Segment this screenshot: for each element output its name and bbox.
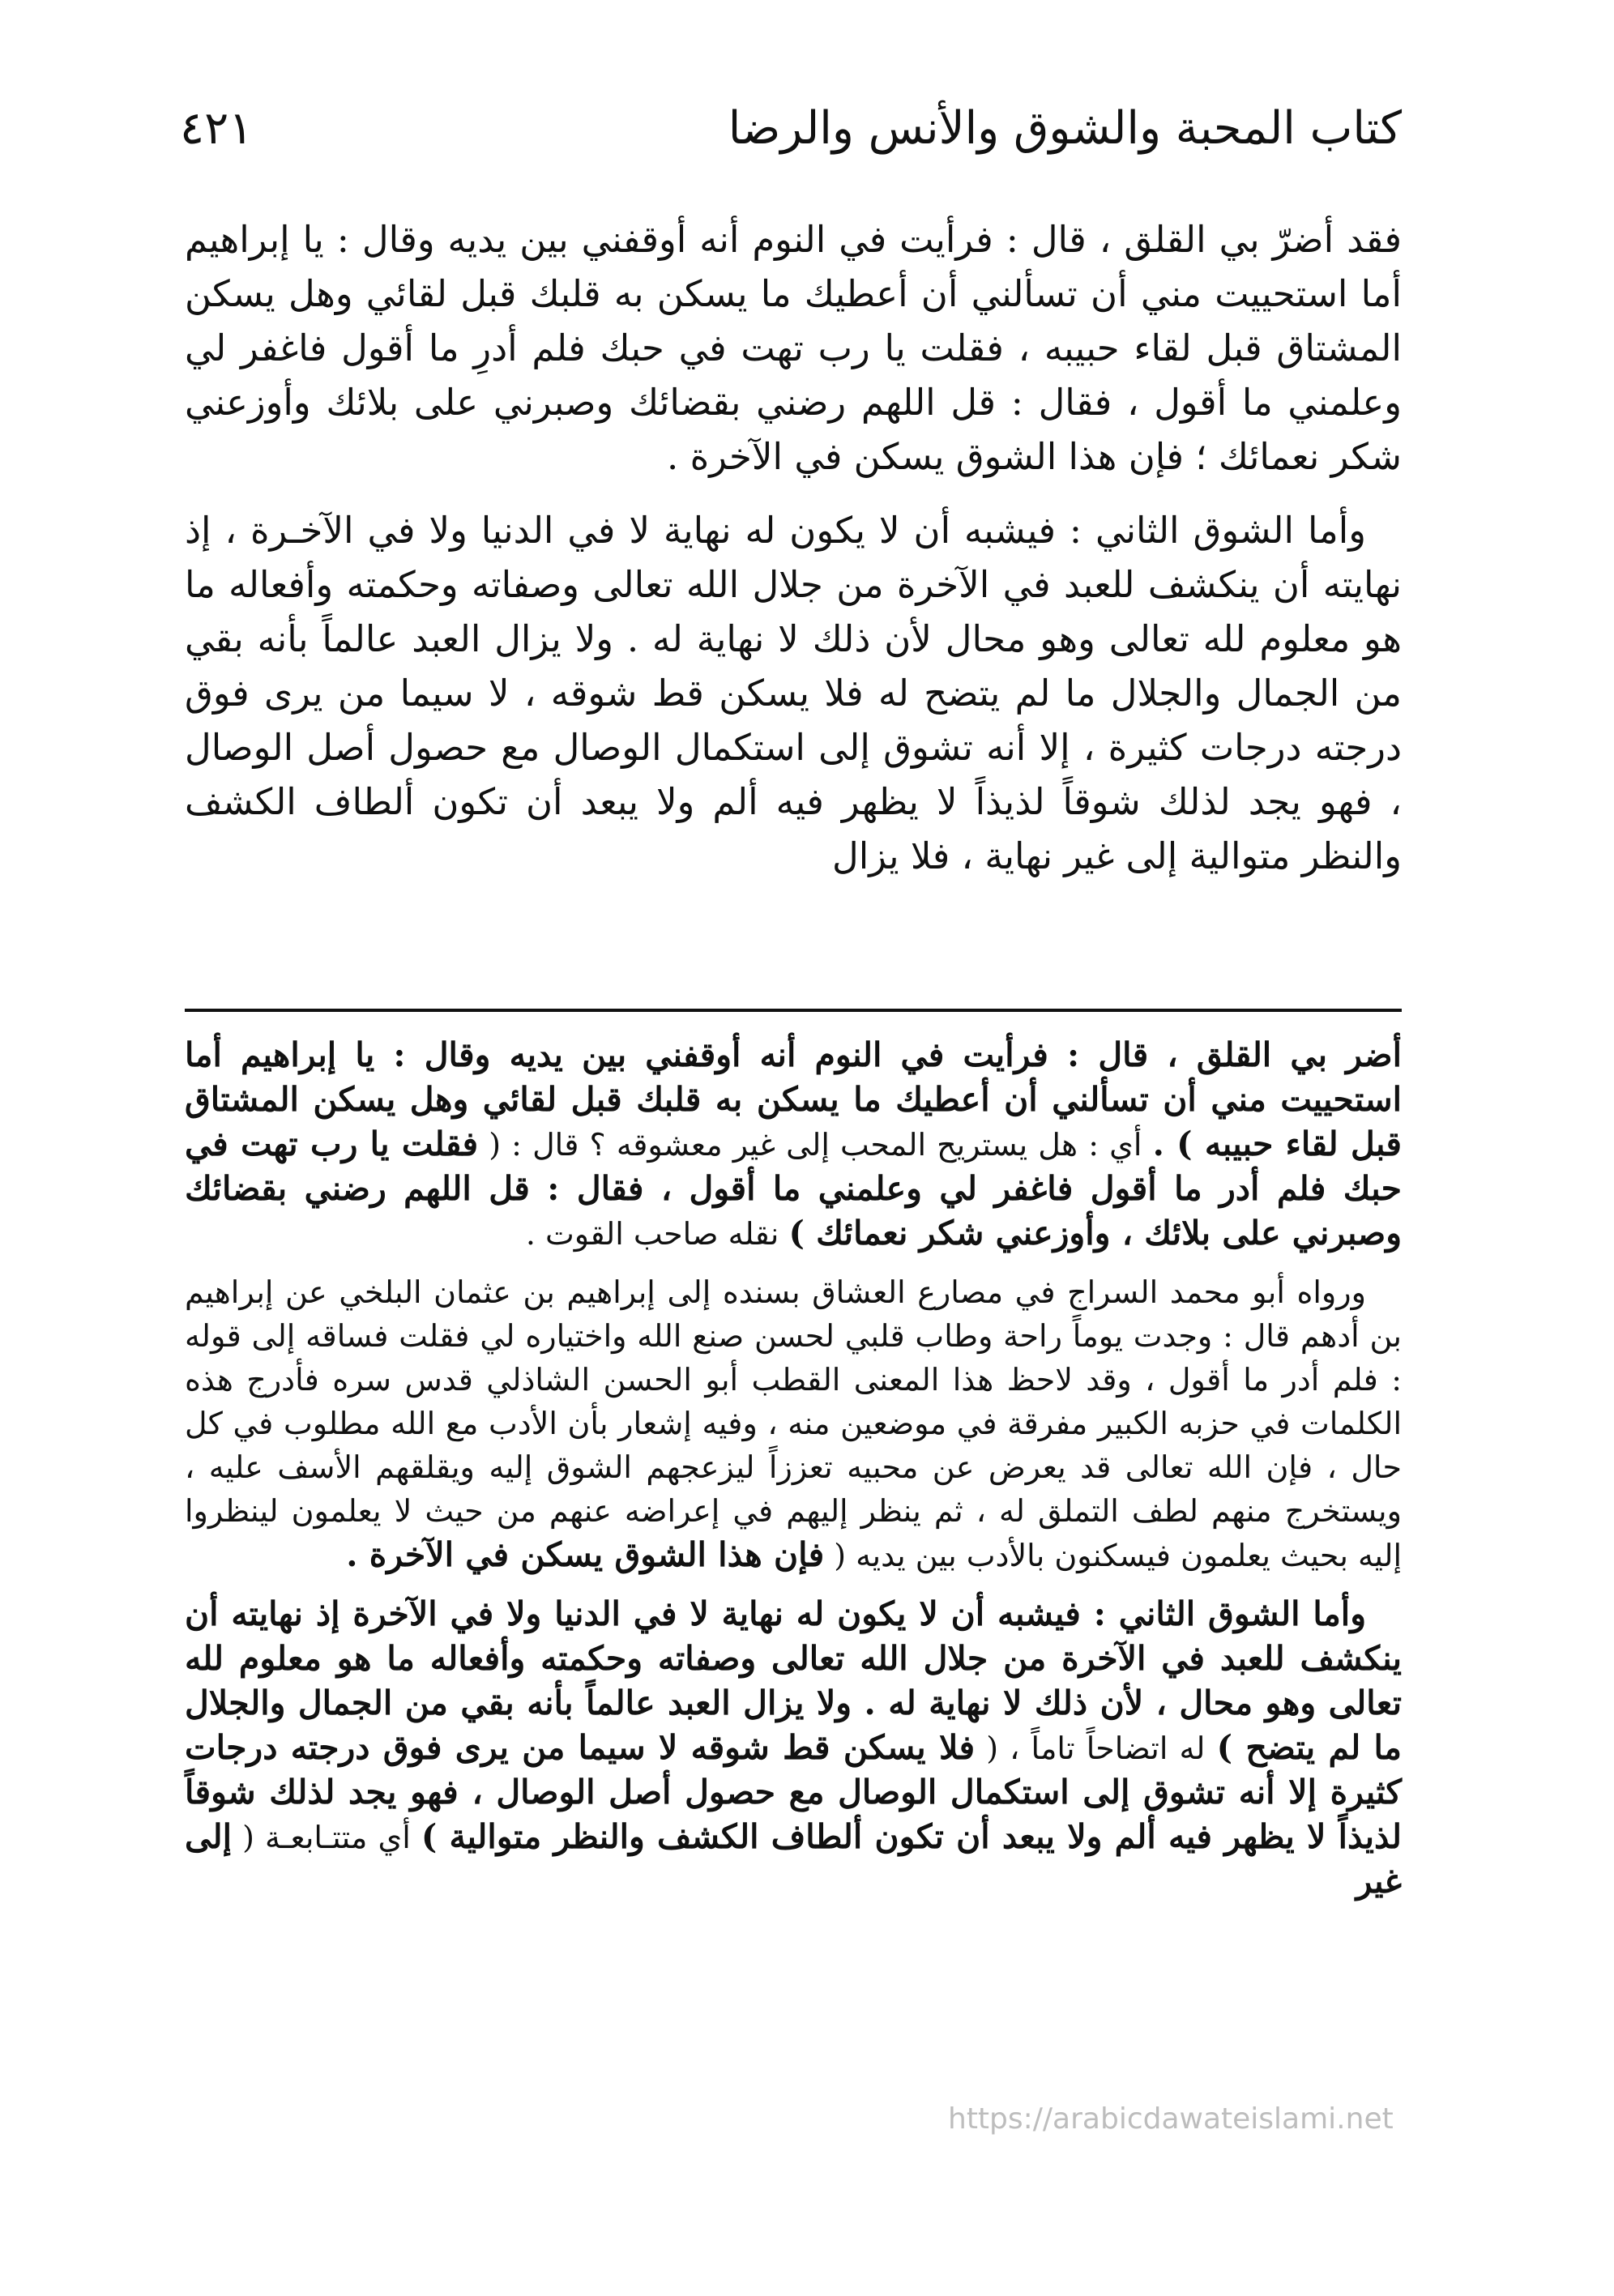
chapter-title: كتاب المحبة والشوق والأنس والرضا: [728, 101, 1402, 155]
quoted-text: وأما الشوق الثاني : فيشبه أن لا يكون له نهاية لا في الدنيا ولا في الآخرة إذ نهايته أن ينكشف للعبد في الآخرة من جلال الله تعالى وصفاته وحكمته وأفعاله ما هو معلوم لله تعالى وهو محال ، لأن ذلك لا نهاية له . ولا يزال العبد عالماً بأنه بقي من الجمال والجلال ما لم يتضح ): [185, 1594, 1402, 1767]
watermark-url: https://arabicdawateislami.net: [948, 2102, 1394, 2136]
main-paragraph-2: وأما الشوق الثاني : فيشبه أن لا يكون له نهاية لا في الدنيا ولا في الآخـرة ، إذ نهايته أن ينكشف للعبد في الآخرة من جلال الله تعالى وصفاته وحكمته وأفعاله ما هو معلوم لله تعالى وهو محال لأن ذلك لا نهاية له . ولا يزال العبد عالماً بأنه بقي من الجمال والجلال ما لم يتضح له فلا يسكن قط شوقه ، لا سيما من يرى فوق درجته درجات كثيرة ، إلا أنه تشوق إلى استكمال الوصال مع حصول أصل الوصال ، فهو يجد لذلك شوقاً لذيذاً لا يظهر فيه ألم ولا يبعد أن تكون ألطاف الكشف والنظر متوالية إلى غير نهاية ، فلا يزال: [185, 509, 1402, 877]
main-text: [185, 212, 1402, 903]
commentary-paragraph-3: [185, 1592, 1402, 1904]
quoted-text: أضر بي القلق ، قال : فرأيت في النوم أنه أوقفني بين يديه وقال : يا إبراهيم أما استحييت مني أن تسألني أن أعطيك ما يسكن به قلبك قبل لقائي وهل يسكن المشتاق قبل لقاء حبيبه ) .: [185, 1035, 1402, 1163]
quoted-text: إلى غير: [185, 1817, 1402, 1901]
quoted-text: فإن هذا الشوق يسكن في الآخرة .: [346, 1535, 825, 1574]
commentary-paragraph-2: [185, 1270, 1402, 1577]
separator-line: [185, 1009, 1402, 1012]
page-number: ٤٢١: [180, 101, 254, 155]
commentary-text: نقله صاحب القوت .: [525, 1216, 779, 1252]
quoted-text: فقلت يا رب تهت في حبك فلم أدر ما أقول فاغفر لي وعلمني ما أقول ، فقال : قل اللهم رضني بقضائك وصبرني على بلائك ، وأوزعني شكر نعمائك ): [185, 1125, 1402, 1253]
commentary: [185, 1033, 1402, 1918]
main-paragraph-1: فقد أضرّ بي القلق ، قال : فرأيت في النوم أنه أوقفني بين يديه وقال : يا إبراهيم أما استحييت مني أن تسألني أن أعطيك ما يسكن به قلبك قبل لقائي وهل يسكن المشتاق قبل لقاء حبيبه ، فقلت يا رب تهت في حبك فلم أدرِ ما أقول فاغفر لي وعلمني ما أقول ، فقال : قل اللهم رضني بقضائك وصبرني على بلائك وأوزعني شكر نعمائك ؛ فإن هذا الشوق يسكن في الآخرة .: [185, 218, 1402, 478]
commentary-text: له اتضاحاً تاماً ، (: [986, 1731, 1206, 1766]
commentary-text: أي : هل يستريح المحب إلى غير معشوقه ؟ قال : (: [489, 1127, 1142, 1163]
commentary-text: ورواه أبو محمد السراج في مصارع العشاق بسنده إلى إبراهيم بن عثمان البلخي عن إبراهيم بن أدهم قال : وجدت يوماً راحة وطاب قلبي لحسن صنع الله واختياره لي فقلت فساقه إلى قوله : فلم أدر ما أقول ، وقد لاحظ هذا المعنى القطب أبو الحسن الشاذلي قدس سره فأدرج هذه الكلمات في حزبه الكبير مفرقة في موضعين منه ، وفيه إشعار بأن الأدب مع الله مطلوب في كل حال ، فإن الله تعالى قد يعرض عن محبيه تعززاً ليزعجهم الشوق إليه ويقلقهم الأسف عليه ، ويستخرج منهم لطف التملق له ، ثم ينظر إليهم في إعراضه عنهم من حيث لا يعلمون لينظروا إليه بحيث يعلمون فيسكنون بالأدب بين يديه (: [185, 1274, 1402, 1573]
page-header: [180, 96, 1402, 160]
quoted-text: فلا يسكن قط شوقه لا سيما من يرى فوق درجته درجات كثيرة إلا أنه تشوق إلى استكمال الوصال مع حصول أصل الوصال ، فهو يجد لذلك شوقاً لذيذاً لا يظهر فيه ألم ولا يبعد أن تكون ألطاف الكشف والنظر متوالية ): [185, 1728, 1402, 1856]
commentary-text: أي متتـابعـة (: [242, 1820, 411, 1855]
commentary-paragraph-1: [185, 1033, 1402, 1256]
